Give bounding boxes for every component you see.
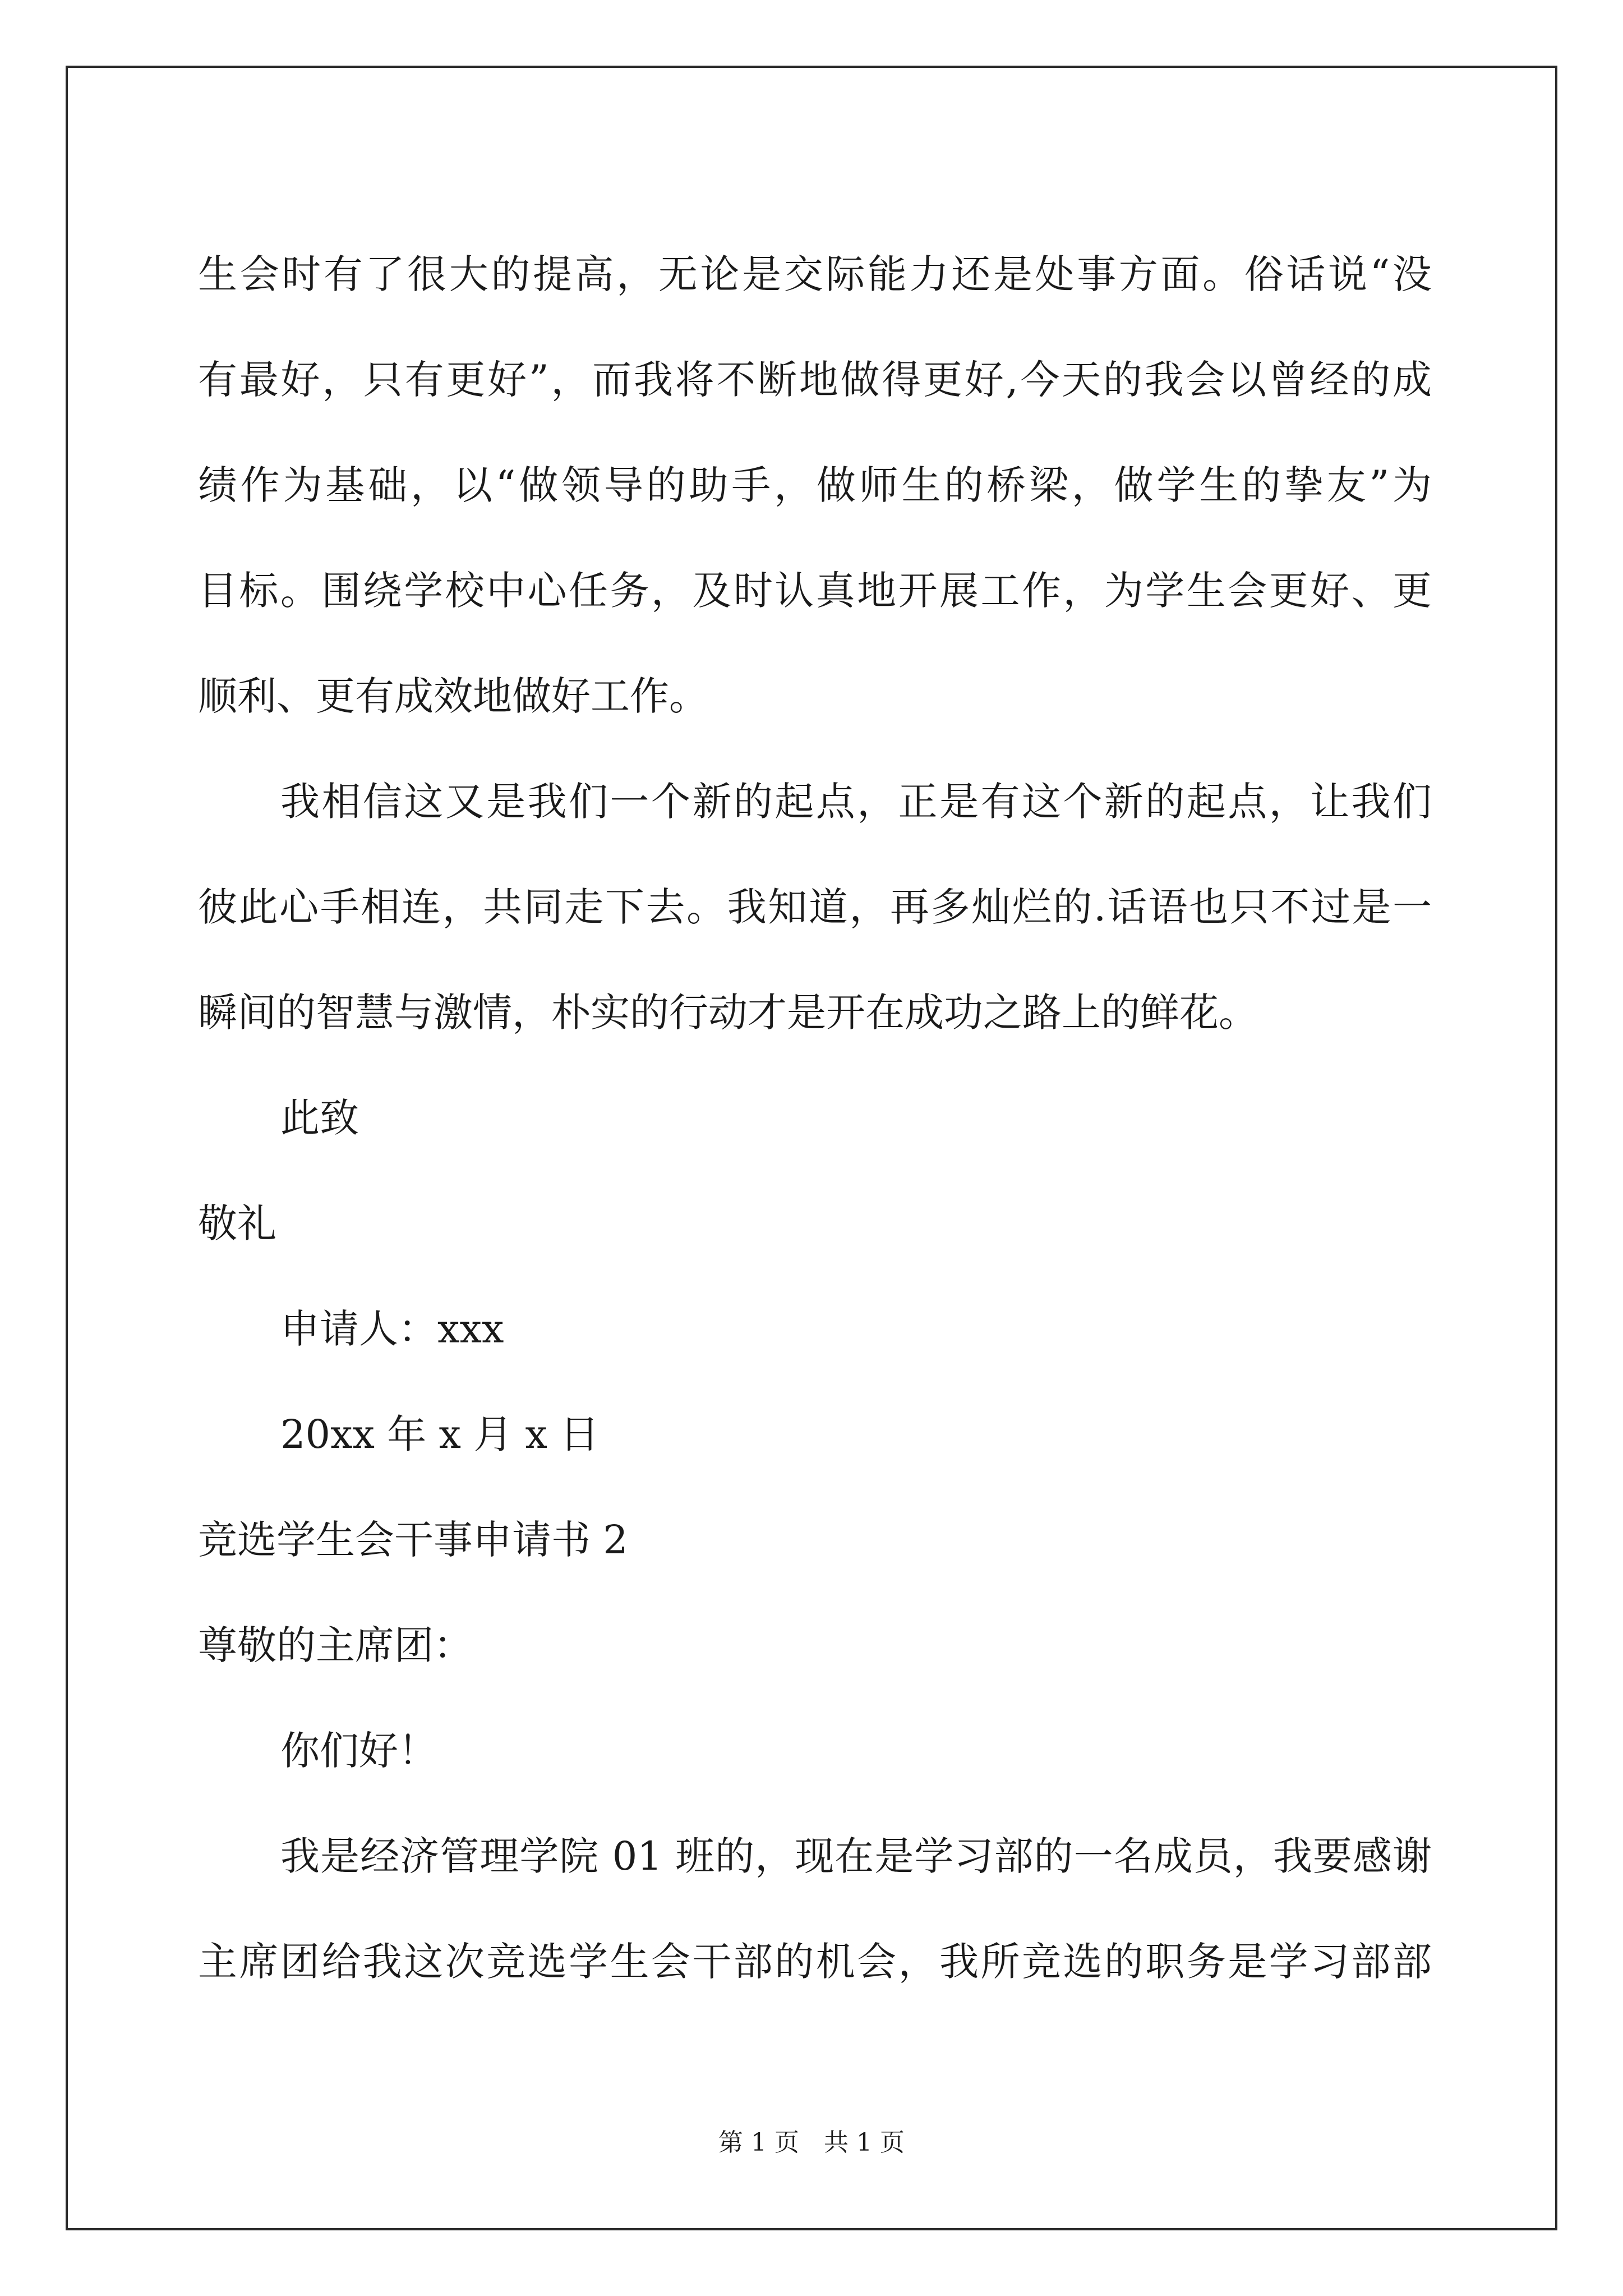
- greeting: 你们好！: [280, 1728, 437, 1774]
- paragraph-line: 瞬间的智慧与激情，朴实的行动才是开在成功之路上的鲜花。: [198, 990, 1258, 1036]
- paragraph-line: 生会时有了很大的提高，无论是交际能力还是处事方面。俗话说“没: [198, 251, 1432, 297]
- paragraph-line: 我是经济管理学院 01 班的，现在是学习部的一名成员，我要感谢: [280, 1833, 1432, 1879]
- paragraph-line: 彼此心手相连，共同走下去。我知道，再多灿烂的.话语也只不过是一: [198, 884, 1432, 930]
- document-body: [198, 222, 1432, 2014]
- section-title: 竞选学生会干事申请书 2: [198, 1517, 628, 1563]
- paragraph-line: 顺利、更有成效地做好工作。: [198, 673, 708, 719]
- paragraph-line: 我相信这又是我们一个新的起点，正是有这个新的起点，让我们: [280, 779, 1432, 825]
- salutation-closing: 此致: [280, 1095, 359, 1141]
- paragraph-line: 目标。围绕学校中心任务，及时认真地开展工作，为学生会更好、更: [198, 568, 1432, 614]
- page-footer: 第 1 页 共 1 页: [718, 2128, 905, 2157]
- applicant-line: 申请人：xxx: [280, 1306, 504, 1352]
- paragraph-line: 有最好，只有更好”，而我将不断地做得更好,今天的我会以曾经的成: [198, 357, 1432, 403]
- date-line: 20xx 年 x 月 x 日: [280, 1411, 600, 1457]
- paragraph-line: 绩作为基础，以“做领导的助手，做师生的桥梁，做学生的挚友”为: [198, 462, 1432, 508]
- paragraph-line: 主席团给我这次竞选学生会干部的机会，我所竞选的职务是学习部部: [198, 1939, 1432, 1985]
- greeting-recipient: 尊敬的主席团：: [198, 1622, 473, 1668]
- salutation-regards: 敬礼: [198, 1200, 276, 1246]
